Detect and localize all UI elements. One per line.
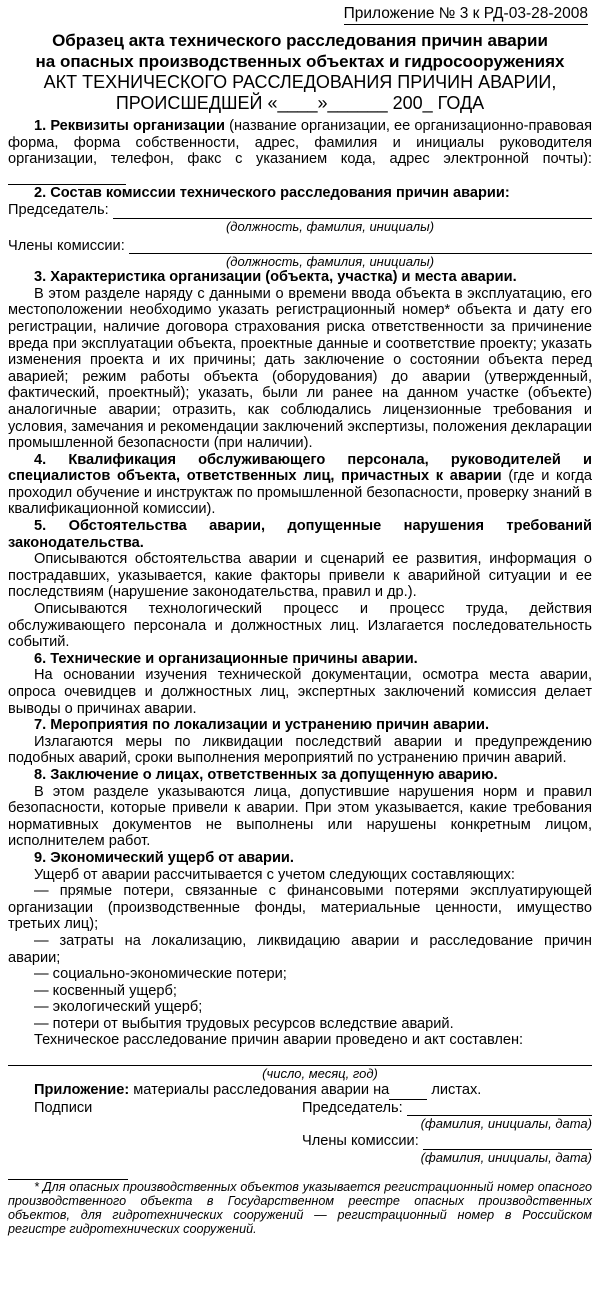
members-line — [8, 238, 592, 255]
section-1-text: (название организации, ее организационно-правовая форма, форма собственности, адрес, фамилия и инициалы руководителя организации, телефон, факс с указанием кода, адрес электронной почты): — [8, 118, 592, 168]
date-caption: (число, месяц, год) — [262, 1066, 378, 1082]
section-4 — [8, 452, 592, 518]
members-caption: (должность, фамилия, инициалы) — [225, 254, 435, 270]
sig-chair-blank — [407, 1102, 592, 1116]
damage-item: — потери от выбытия трудовых ресурсов вследствие аварий. — [34, 1015, 454, 1032]
attachment-label: Приложение: — [34, 1082, 130, 1099]
sig-members-label: Члены комиссии: — [302, 1133, 419, 1150]
section-3-heading: 3. Характеристика организации (объекта, участка) и места аварии. — [34, 269, 517, 286]
section-9-intro: Ущерб от аварии рассчитывается с учетом следующих составляющих: — [34, 866, 515, 883]
document-title-line2: на опасных производственных объектах и гидросооружениях — [35, 52, 565, 71]
sig-members-blank — [423, 1136, 592, 1150]
sig-chair — [302, 1100, 592, 1117]
document-body — [8, 118, 592, 1237]
section-1-heading: 1. Реквизиты организации — [34, 118, 225, 134]
section-4-heading: 4. Квалификация обслуживающего персонала, руководителей и специалистов объекта, ответственных лиц, причастных к аварии — [8, 451, 592, 485]
document-page — [8, 0, 592, 1301]
signatures-label: Подписи — [34, 1099, 93, 1116]
attachment-text-end: листах. — [427, 1082, 482, 1099]
document-title-line1: Образец акта технического расследования причин аварии — [52, 31, 548, 50]
section-3-text: В этом разделе наряду с данными о времени ввода объекта в эксплуатацию, его местоположении необходимо указать регистрационный номер* объекта и дату его регистрации, наличие договора страхования риска ответственности за причинение вреда при эксплуатации объекта, проектные данные и соответствие проекту; указать изменения проекта и их причины; дать заключение о состоянии объекта перед аварией; режим работы объекта (оборудования) до аварии (утвержденный, фактический, проектный); указать, были ли ранее на данном участке (объекте) аналогичные аварии; отразить, как соблюдались лицензионные требования и условия, замечания и рекомендации заключений экспертизы, положения декларации промышленной безопасности (при наличии). — [8, 285, 592, 452]
section-5-heading: 5. Обстоятельства аварии, допущенные нарушения требований законодательства. — [8, 518, 592, 551]
section-7-text: Излагаются меры по ликвидации последствий аварии и предупреждению подобных аварий, сроки выполнения мероприятий по устранению причин аварий. — [8, 733, 592, 767]
damage-item: — прямые потери, связанные с финансовыми потерями эксплуатирующей организации (производственные фонды, материальные ценности, имущество третьих лиц); — [8, 883, 592, 933]
act-title-line1: АКТ ТЕХНИЧЕСКОГО РАССЛЕДОВАНИЯ ПРИЧИН АВАРИИ, — [43, 72, 557, 92]
members-blank — [129, 240, 592, 254]
section-1 — [8, 118, 592, 185]
appendix-reference: Приложение № 3 к РД-03-28-2008 — [344, 5, 588, 25]
sig-members — [302, 1133, 592, 1150]
section-5-paragraph-1: Описываются обстоятельства аварии и сценарий ее развития, информация о пострадавших, указывается, какие факторы привели к аварийной ситуации и ее последствиям (нарушение законодательства, правил и др.). — [8, 551, 592, 601]
section-2-heading: 2. Состав комиссии технического расследования причин аварии: — [34, 185, 510, 202]
section-6-heading: 6. Технические и организационные причины аварии. — [34, 650, 418, 667]
section-6-text: На основании изучения технической документации, осмотра места аварии, опроса очевидцев и должностных лиц, экспертных заключений комиссия делает выводы о причинах аварии. — [8, 667, 592, 717]
signatures-row — [8, 1100, 592, 1117]
sheets-count-blank — [389, 1082, 427, 1100]
attachment-text: материалы расследования аварии на — [129, 1082, 390, 1099]
members-signature-row — [8, 1133, 592, 1150]
organization-details-blank — [8, 168, 126, 186]
sig-chair-label: Председатель: — [302, 1099, 403, 1116]
damage-item: — косвенный ущерб; — [34, 982, 177, 999]
section-7-heading: 7. Мероприятия по локализации и устранению причин аварии. — [34, 717, 490, 734]
chair-line — [8, 202, 592, 219]
section-4-text: (где и когда проходил обучение и инструктаж по промышленной безопасности, проверку знаний в квалификационной комиссии). — [8, 468, 592, 518]
date-blank — [8, 1049, 592, 1066]
section-8-heading: 8. Заключение о лицах, ответственных за допущенную аварию. — [34, 766, 498, 783]
act-title-line2: ПРОИСШЕДШЕЙ «____»______ 200_ ГОДА — [115, 93, 485, 113]
section-5-paragraph-2: Описываются технологический процесс и процесс труда, действия обслуживающего персонала и должностных лиц. Излагается последовательность событий. — [8, 601, 592, 651]
section-9-heading: 9. Экономический ущерб от аварии. — [34, 849, 294, 866]
sig-chair-caption: (фамилия, инициалы, дата) — [420, 1116, 592, 1132]
chair-label: Председатель: — [8, 201, 109, 218]
section-8-text: В этом разделе указываются лица, допустившие нарушения норм и правил безопасности, которые привели к аварии. При этом указывается, какие требования нормативных документов не выполнены или нарушены конкретным лицом, исполнителем работ. — [8, 783, 592, 850]
chair-caption: (должность, фамилия, инициалы) — [225, 218, 435, 234]
members-label: Члены комиссии: — [8, 237, 125, 254]
damage-item: — затраты на локализацию, ликвидацию аварии и расследование причин аварии; — [8, 932, 592, 966]
damage-item: — экологический ущерб; — [34, 999, 203, 1016]
footnote: * Для опасных производственных объектов указывается регистрационный номер опасного производственного объекта в Государственном реестре опасных производственных объектов, для гидротехнических сооружений — регистрационный номер в Российском регистре гидротехнических сооружений. — [8, 1179, 592, 1237]
investigation-closing: Техническое расследование причин аварии проведено и акт составлен: — [34, 1032, 524, 1049]
sig-members-caption: (фамилия, инициалы, дата) — [420, 1149, 592, 1165]
damage-item: — социально-экономические потери; — [34, 966, 287, 983]
chair-blank — [113, 205, 592, 219]
attachment-line — [8, 1082, 592, 1100]
